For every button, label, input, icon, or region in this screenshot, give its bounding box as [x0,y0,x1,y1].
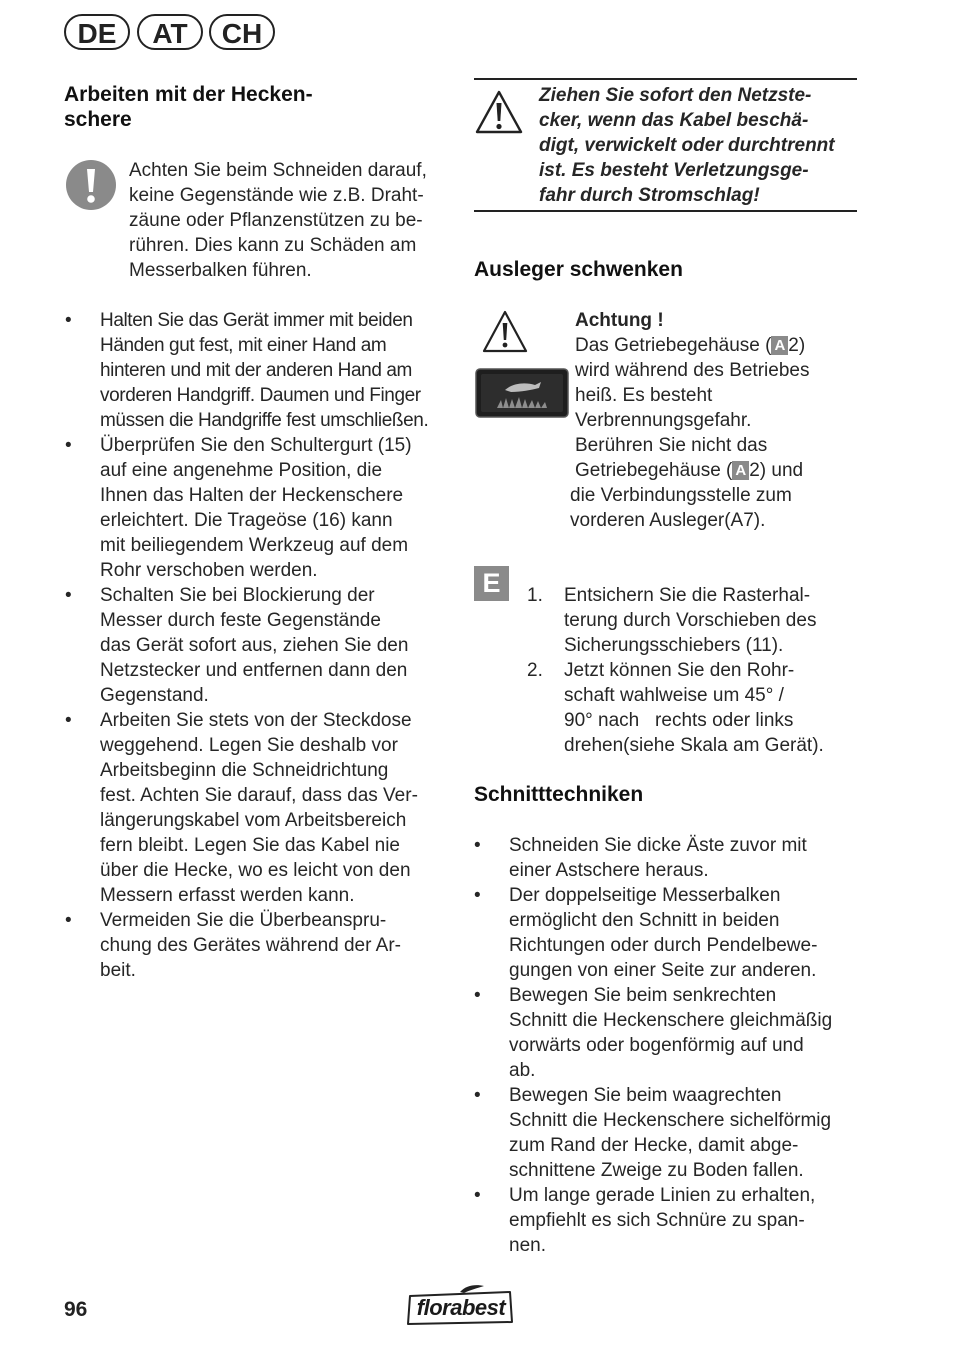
brand-wordmark: florabest [416,1295,506,1320]
bullet-dot: • [65,710,72,731]
language-badge-ch: CH [209,14,275,50]
bullet-dot: • [65,585,72,606]
caution-line: vorderen Ausleger(A7). [570,510,766,531]
florabest-logo [406,1284,516,1326]
step-marker-e: E [474,566,509,601]
warning-triangle-icon [481,309,529,355]
list-item: • Schneiden Sie dicke Äste zuvor mit einer Astschere heraus. [474,835,807,881]
hot-surface-icon [475,368,569,418]
section-heading-heckenschere [64,82,313,132]
notice-text [129,158,449,283]
warning-line: cker, wenn das Kabel beschä- [539,110,809,131]
caution-title: Achtung ! [575,310,664,331]
notice-line: rühren. Dies kann zu Schäden am [129,235,417,256]
reference-letter-badge: A [771,336,788,355]
section-heading-schnitttechniken: Schnitttechniken [474,783,644,806]
caution-line: wird während des Betriebes [575,360,810,381]
notice-line: keine Gegenstände wie z.B. Draht- [129,185,424,206]
heading-line: schere [64,108,132,131]
bullet-dot: • [474,885,481,906]
bullet-dot: • [474,835,481,856]
list-item: • Überprüfen Sie den Schultergurt (15) auf eine angenehme Position, die Ihnen das Halten der Heckenschere erleichtert. Die Trageöse (16) kann mit beiliegendem Werkzeug auf dem Rohr verschoben werden. [65,435,412,581]
notice-line: Messerbalken führen. [129,260,312,281]
hot-caution-text [570,308,865,533]
warning-line: digt, verwickelt oder durchtrennt [539,135,835,156]
list-item: • Bewegen Sie beim waagrechten Schnitt die Heckenschere sichelförmig zum Rand der Hecke, damit abge- schnittene Zweige zu Boden fallen. [474,1085,832,1181]
caution-line: heiß. Es besteht [575,385,713,406]
notice-line: zäune oder Pflanzenstützen zu be- [129,210,423,231]
list-item: • Bewegen Sie beim senkrechten Schnitt die Heckenschere gleichmäßig vorwärts oder bogenförmig auf und ab. [474,985,833,1081]
list-item: • Halten Sie das Gerät immer mit beiden Händen gut fest, mit einer Hand am hinteren und mit der anderen Hand am vorderen Handgriff. Daumen und Finger müssen die Handgriffe fest umschließen. [65,310,429,431]
caution-line: Das Getriebegehäuse ( A 2) [575,335,806,356]
safety-bullet-list [65,308,450,983]
electric-warning-text [539,83,859,208]
exclamation-icon [66,160,116,210]
notice-line: Achten Sie beim Schneiden darauf, [129,160,427,181]
caution-line: Verbrennungsgefahr. [575,410,752,431]
bullet-dot: • [474,1085,481,1106]
warning-triangle-icon [474,88,524,136]
step-number: 1. [527,585,543,606]
step-item: 2. Jetzt können Sie den Rohr- schaft wahlweise um 45° / 90° nach rechts oder links drehen(siehe Skala am Gerät). [527,660,824,756]
warning-bottom-rule [474,210,857,212]
list-item: • Um lange gerade Linien zu erhalten, empfiehlt es sich Schnüre zu span- nen. [474,1185,816,1256]
warning-line: fahr durch Stromschlag! [539,185,760,206]
cutting-bullet-list [474,833,864,1258]
bullet-dot: • [474,985,481,1006]
warning-top-rule [474,78,857,80]
list-item: • Vermeiden Sie die Überbeanspru- chung des Gerätes während der Ar- beit. [65,910,402,981]
heading-line: Arbeiten mit der Hecken- [64,83,313,106]
section-heading-ausleger: Ausleger schwenken [474,258,683,281]
bullet-dot: • [65,435,72,456]
page-number: 96 [64,1298,88,1321]
list-item: • Der doppelseitige Messerbalken ermöglicht den Schnitt in beiden Richtungen oder durch Pendelbewe- gungen von einer Seite zur anderen. [474,885,818,981]
bullet-dot: • [65,910,72,931]
step-list [527,583,857,758]
list-item: • Arbeiten Sie stets von der Steckdose weggehend. Legen Sie deshalb vor Arbeitsbeginn die Schneidrichtung fest. Achten Sie darauf, dass das Ver- längerungskabel vom Arbeitsbereich fern bleibt. Legen Sie das Kabel nie über die Hecke, wo es leicht von den Messern erfasst werden kann. [65,710,418,906]
caution-line: die Verbindungsstelle zum [570,485,792,506]
warning-line: ist. Es besteht Verletzungsge- [539,160,809,181]
bullet-dot: • [474,1185,481,1206]
bullet-dot: • [65,310,72,331]
list-item: • Schalten Sie bei Blockierung der Messer durch feste Gegenstände das Gerät sofort aus, ziehen Sie den Netzstecker und entfernen dann den Gegenstand. [65,585,409,706]
caution-line: Berühren Sie nicht das [575,435,768,456]
step-item: 1. Entsichern Sie die Rasterhal- terung durch Vorschieben des Sicherungsschiebers (11). [527,585,817,656]
language-badge-de: DE [64,14,130,50]
step-number: 2. [527,660,543,681]
reference-letter-badge: A [732,461,749,480]
warning-line: Ziehen Sie sofort den Netzste- [539,85,812,106]
caution-line: Getriebegehäuse ( A 2) und [575,460,804,481]
language-badge-at: AT [137,14,203,50]
